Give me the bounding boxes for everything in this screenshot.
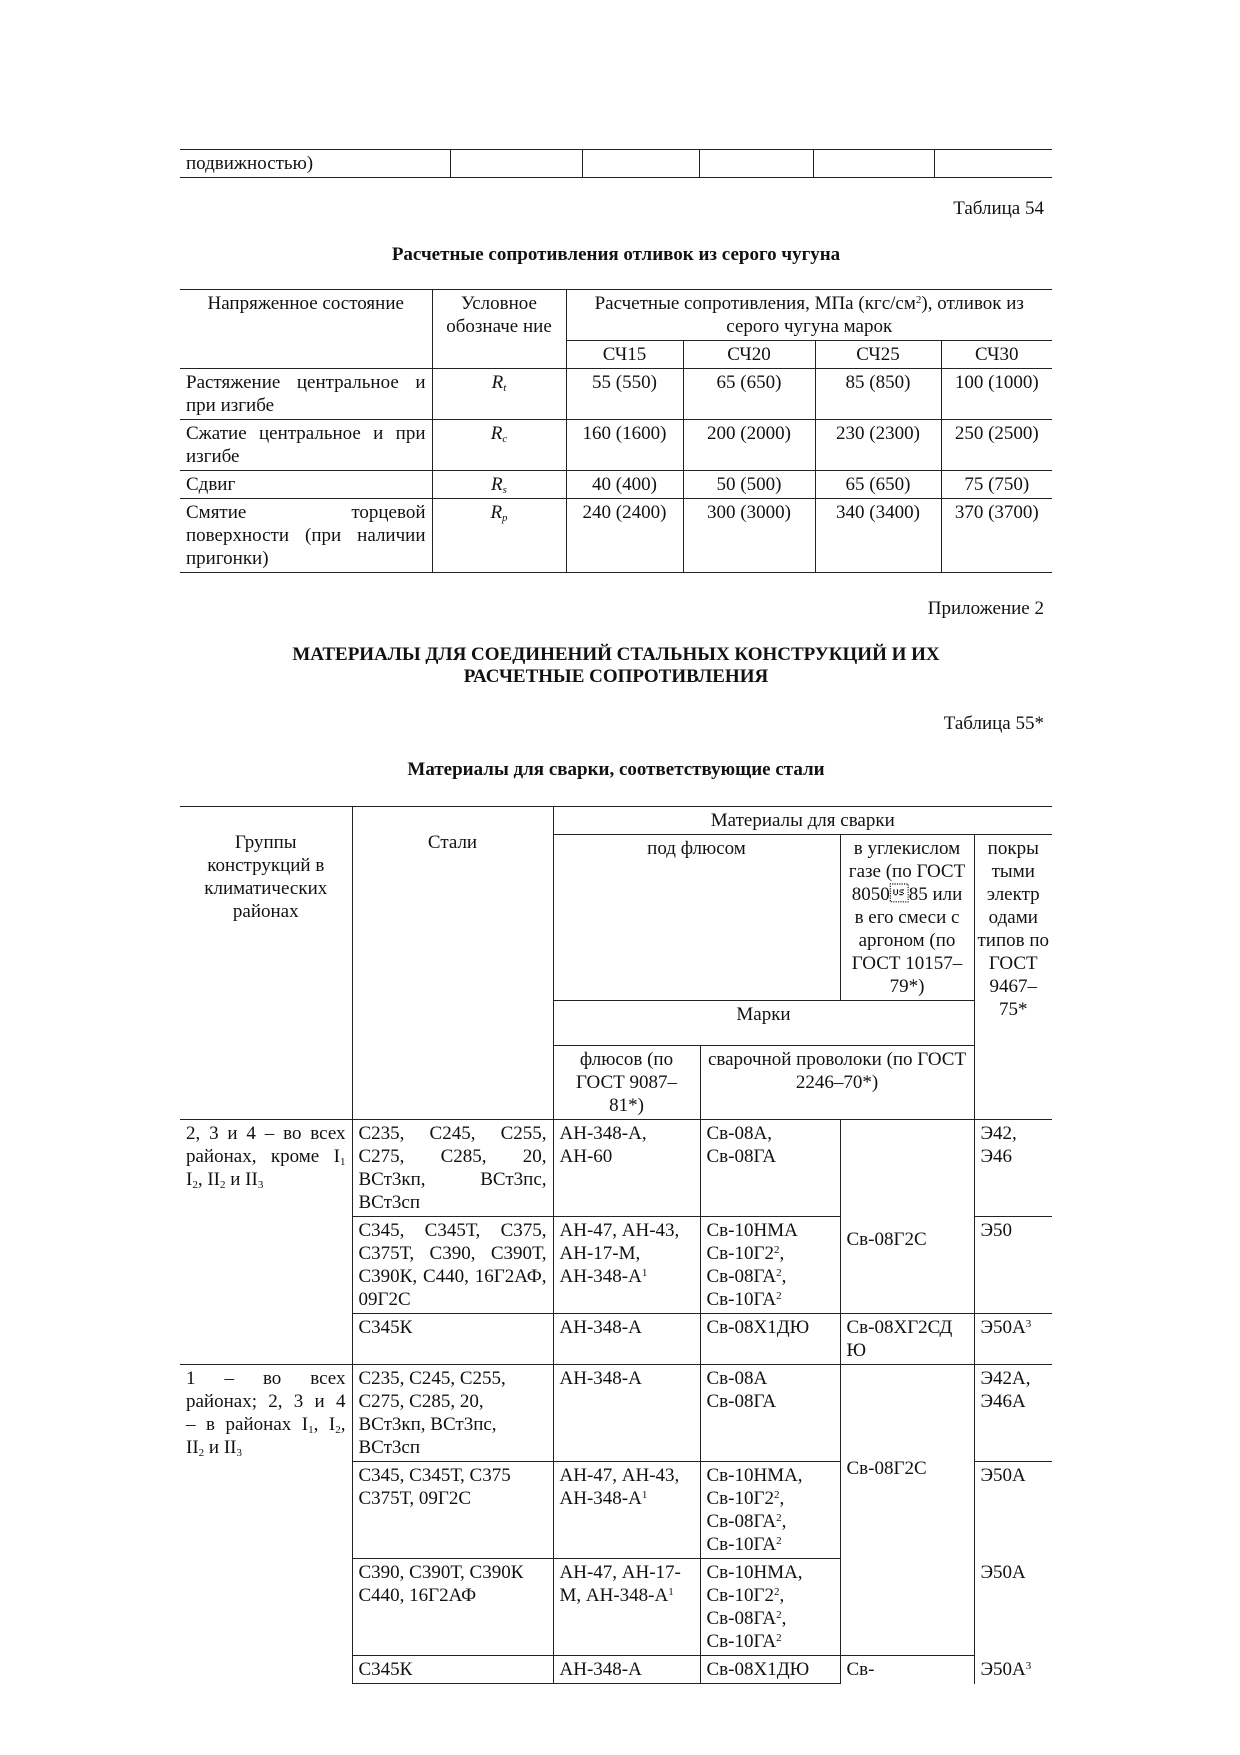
header-text: Условное обозначе ние [446,293,552,337]
electrode-cell: Э42А, Э46А [974,1365,1052,1462]
steels-cell: С345, С345Т, С375, С375Т, С390, С390Т, С390К, С440, 16Г2АФ, 09Г2С [352,1217,553,1314]
header-symbol [432,290,566,369]
group-text-part: I [186,1169,193,1190]
state-text: Смятие торцевой [186,502,426,523]
steels-cell: С345К [352,1656,553,1684]
header-co2: в углекислом газе (по ГОСТ 8050 85 или в его смеси с аргоном (по ГОСТ 10157–79*) [840,835,974,1001]
header-resist [566,290,1052,341]
value-cell: 240 (2400) [566,499,683,573]
flux-cell [553,1559,700,1656]
value-cell: 65 (650) [683,369,815,420]
group-text [186,1436,346,1459]
wire-text: Св-10НМА [706,1220,798,1241]
table-cell [582,150,699,178]
group-text: 1 – во всех [186,1368,346,1389]
group-text [186,1413,346,1436]
electrode-cell: Э50 [974,1217,1052,1314]
header-state [180,290,432,369]
value-cell: 65 (650) [815,471,941,499]
footnote-mark: 2 [776,1535,782,1547]
wire-cell: Св-08А, Св-08ГА [700,1120,840,1217]
appendix-title [180,644,1052,688]
wire-cell [700,1559,840,1656]
table-54-title: Расчетные сопротивления отливок из серого чугуна [391,244,841,265]
header-under-flux: под флюсом [553,835,840,1001]
wire-text: Св-08ГА [706,1266,777,1287]
flux-cell: АН-348-А [553,1656,700,1684]
wire-text: Св-10ГА [706,1631,777,1652]
footnote-mark: 2 [776,1267,782,1279]
symbol-cell [432,369,566,420]
group-text-part: , I [313,1414,336,1435]
group-cell [180,1365,352,1684]
table-header-row [180,290,1052,341]
table-row [180,499,1052,573]
table-row [180,471,1052,499]
wire-line [707,1487,834,1510]
steels-cell: С345К [352,1314,553,1365]
grade-header: СЧ30 [941,341,1052,369]
group-text: районах; 2, 3 и 4 [186,1391,346,1412]
flux-text: АН-47, АН-43, АН-17-М, АН-348-А [559,1220,680,1287]
subscript: p [502,512,508,524]
electrode-text: Э50А [980,1317,1026,1338]
group-text [186,1145,346,1168]
flux-cell [553,1217,700,1314]
header-electrodes: покры тыми электр одами типов по ГОСТ 9467– 75* [974,835,1052,1120]
footnote-mark: 2 [776,1632,782,1644]
grade-header: СЧ25 [815,341,941,369]
value-cell: 100 (1000) [941,369,1052,420]
value-cell: 340 (3400) [815,499,941,573]
state-cell [180,369,432,420]
steels-cell: С390, С390Т, С390К С440, 16Г2АФ [352,1559,553,1656]
wire-text: Св-10ГА [706,1289,777,1310]
comma: , [781,1511,787,1532]
wire-line [707,1607,834,1630]
symbol: R [491,372,504,393]
table-header-row [180,807,1052,835]
steels-cell: С235, С245, С255, С275, С285, 20, ВСт3кп, ВСт3пс, ВСт3сп [352,1365,553,1462]
footnote-mark: 3 [1025,1659,1032,1672]
electrode-cell: Э50А [974,1462,1052,1559]
flux-cell: АН-348-А [553,1314,700,1365]
subscript: 1 [340,1156,346,1168]
wire-line [707,1584,834,1607]
value-cell: 40 (400) [566,471,683,499]
group-cell [180,1120,352,1365]
header-materials: Материалы для сварки [553,807,1052,835]
group-text-part: – в районах I [186,1414,309,1435]
group-text-part: II [186,1437,199,1458]
footnote-mark: 1 [641,1267,648,1279]
comma: , [779,1488,785,1509]
wire-line [707,1510,834,1533]
value-cell: 200 (2000) [683,420,815,471]
group-text-part: и II [225,1169,258,1190]
value-cell: 300 (3000) [683,499,815,573]
wire-cell [700,1462,840,1559]
table-cell [934,150,1052,178]
subscript: 3 [257,1179,264,1191]
wire-co2-cell: Св-08ХГ2СДЮ [840,1314,974,1365]
subscript: 3 [236,1447,242,1459]
previous-table-fragment [180,149,1052,178]
header-text: Группы конструкций в климатических районах [204,832,328,922]
state-cell [180,420,432,471]
comma: , [779,1585,785,1606]
flux-cell: АН-348-А, АН-60 [553,1120,700,1217]
table-55-title: Материалы для сварки, соответствующие стали [407,759,825,780]
header-text: ), отливок из серого чугуна марок [726,293,1024,337]
wire-line [707,1533,834,1556]
wire-text: Св-10Г2 [706,1488,774,1509]
group-text-part: и II [204,1437,237,1458]
table-row [180,1365,1052,1462]
table-54-label: Таблица 54 [953,198,1044,219]
group-text-part: , II [197,1169,220,1190]
header-steels [352,807,553,1120]
appendix-title-line: МАТЕРИАЛЫ ДЛЯ СОЕДИНЕНИЙ СТАЛЬНЫХ КОНСТРУКЦИЙ И ИХ [292,644,940,665]
subscript: 2 [192,1179,198,1191]
table-row [180,420,1052,471]
table-row [180,369,1052,420]
wire-text: Св-08ГА [706,1511,777,1532]
symbol-cell [432,471,566,499]
value-cell: 370 (3700) [941,499,1052,573]
state-cell [180,471,432,499]
subscript: c [502,433,508,445]
subscript: 1 [308,1424,314,1436]
wire-co2-cell: Св- [840,1656,974,1684]
electrode-text: Э50А [980,1658,1026,1680]
value-cell: 230 (2300) [815,420,941,471]
footnote-mark: 2 [773,1489,780,1501]
electrode-cell [974,1656,1052,1684]
group-text-part: районах, кроме I [186,1146,340,1167]
grade-header: СЧ20 [683,341,815,369]
state-text: пригонки) [186,548,269,569]
table-cell [699,150,813,178]
superscript: 2 [915,294,922,306]
wire-line [707,1288,834,1311]
state-text: Сдвиг [186,474,236,495]
footnote-mark: 2 [773,1244,780,1256]
footnote-mark: 1 [668,1586,674,1598]
wire-line [707,1265,834,1288]
comma: , [779,1243,785,1264]
flux-text: АН-47, АН-17-М, АН-348-А [559,1562,681,1606]
subscript: 2 [335,1424,341,1436]
wire-text: Св-08ГА [706,1608,777,1629]
wire-line [707,1219,834,1242]
cell-text: подвижностью) [186,153,314,174]
symbol: R [490,423,503,444]
wire-line [707,1630,834,1653]
comma: , [781,1608,787,1629]
flux-text: АН-47, АН-43, АН-348-А [559,1465,680,1509]
header-text: Стали [427,832,478,853]
value-cell: 55 (550) [566,369,683,420]
wire-text: Св-10ГА [706,1534,777,1555]
electrode-cell: Э42, Э46 [974,1120,1052,1217]
footnote-mark: 3 [1025,1318,1032,1330]
state-text: при изгибе [186,395,275,416]
electrode-cell [974,1314,1052,1365]
subscript: t [503,382,507,394]
wire-line [707,1242,834,1265]
state-text: поверхности (при наличии [186,525,426,546]
header-wire: сварочной проволоки (по ГОСТ 2246–70*) [700,1046,974,1120]
appendix-label: Приложение 2 [927,598,1044,619]
symbol: R [490,502,503,523]
table-55-label: Таблица 55* [943,713,1044,734]
comma: , [340,1414,346,1435]
comma: , [781,1266,787,1287]
table-row [180,150,1052,178]
flux-cell [553,1462,700,1559]
header-flux: флюсов (по ГОСТ 9087– 81*) [553,1046,700,1120]
symbol-cell [432,420,566,471]
table-55 [180,806,1052,1684]
footnote-mark: 2 [776,1609,782,1621]
wire-text: Св-10Г2 [706,1585,774,1606]
footnote-mark: 2 [776,1290,782,1302]
header-grades: Марки [553,1001,974,1046]
wire-line: Св-10НМА, [706,1465,803,1486]
wire-cell: Св-08Х1ДЮ [700,1314,840,1365]
electrode-cell: Э50А [974,1559,1052,1656]
table-cell [450,150,582,178]
value-cell: 85 (850) [815,369,941,420]
value-cell: 160 (1600) [566,420,683,471]
wire-co2-cell: Св-08Г2С [840,1365,974,1656]
header-text: Расчетные сопротивления, МПа (кгс/см [594,293,916,314]
group-text [186,1168,346,1191]
wire-cell: Св-08Х1ДЮ [700,1656,840,1684]
footnote-mark: 2 [773,1586,780,1598]
state-cell [180,499,432,573]
footnote-mark: 1 [641,1489,648,1501]
state-text: Сжатие центральное и при [186,423,426,444]
wire-line: Св-10НМА, [706,1562,803,1583]
wire-cell [700,1217,840,1314]
table-row [180,1120,1052,1217]
state-text: Растяжение центральное и [186,372,426,393]
wire-cell: Св-08А Св-08ГА [700,1365,840,1462]
table-54 [180,289,1052,573]
wire-text: Св-10Г2 [706,1243,774,1264]
table-cell [813,150,934,178]
subscript: 2 [219,1179,226,1191]
symbol-cell [432,499,566,573]
steels-cell: С235, С245, С255, С275, С285, 20, ВСт3кп, ВСт3пс, ВСт3сп [352,1120,553,1217]
state-text: изгибе [186,446,240,467]
symbol: R [491,474,503,495]
header-groups [180,807,352,1120]
appendix-title-line: РАСЧЕТНЫЕ СОПРОТИВЛЕНИЯ [463,666,769,687]
group-text: 2, 3 и 4 – во всех [186,1123,346,1144]
value-cell: 50 (500) [683,471,815,499]
footnote-mark: 2 [776,1512,782,1524]
grade-header: СЧ15 [566,341,683,369]
flux-cell: АН-348-А [553,1365,700,1462]
table-cell [180,150,450,178]
subscript: s [502,484,507,496]
header-text: Напряженное состояние [207,293,404,314]
value-cell: 75 (750) [941,471,1052,499]
steels-cell: С345, С345Т, С375 С375Т, 09Г2С [352,1462,553,1559]
subscript: 2 [198,1447,205,1459]
value-cell: 250 (2500) [941,420,1052,471]
wire-co2-cell: Св-08Г2С [840,1120,974,1314]
